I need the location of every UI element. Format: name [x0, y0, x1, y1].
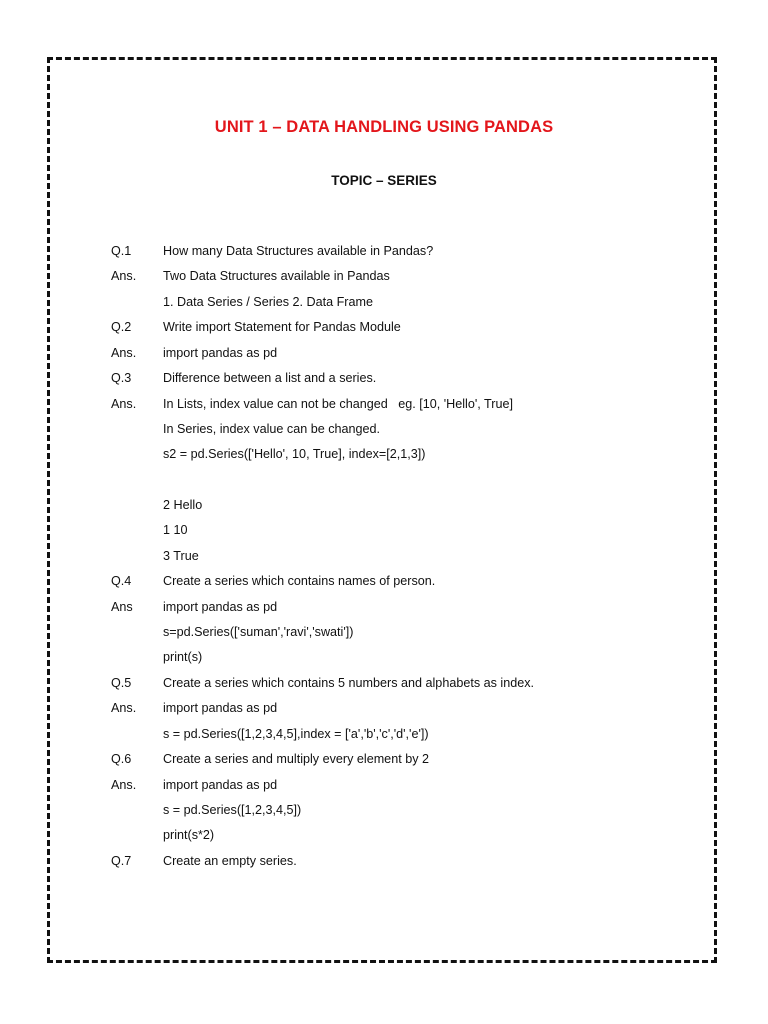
qa-text: 2 Hello	[163, 498, 203, 512]
qa-label: Q.6	[111, 752, 132, 766]
qa-line	[0, 495, 768, 515]
qa-line	[0, 597, 768, 617]
qa-line	[0, 292, 768, 312]
qa-line	[0, 241, 768, 261]
qa-text: Create a series and multiply every element by 2	[163, 752, 429, 766]
qa-line	[0, 673, 768, 693]
qa-text: In Lists, index value can not be changed eg. [10, 'Hello', True]	[163, 397, 513, 411]
qa-line	[0, 419, 768, 439]
qa-text: s = pd.Series([1,2,3,4,5])	[163, 803, 302, 817]
qa-text: Create a series which contains names of person.	[163, 574, 436, 588]
qa-text: 3 True	[163, 549, 199, 563]
qa-line	[0, 343, 768, 363]
qa-line	[0, 647, 768, 667]
qa-line	[0, 444, 768, 464]
qa-line	[0, 775, 768, 795]
qa-line	[0, 571, 768, 591]
qa-text: print(s*2)	[163, 828, 215, 842]
qa-label: Ans	[111, 600, 133, 614]
qa-text: Create an empty series.	[163, 854, 297, 868]
qa-text: import pandas as pd	[163, 600, 278, 614]
qa-text: import pandas as pd	[163, 701, 278, 715]
qa-text: Create a series which contains 5 numbers and alphabets as index.	[163, 676, 535, 690]
qa-line	[0, 724, 768, 744]
qa-label: Q.5	[111, 676, 132, 690]
qa-line	[0, 851, 768, 871]
qa-label: Q.4	[111, 574, 132, 588]
qa-text: s = pd.Series([1,2,3,4,5],index = ['a','b','c','d','e'])	[163, 727, 429, 741]
qa-label: Q.3	[111, 371, 132, 385]
qa-text: 1 10	[163, 523, 188, 537]
qa-text: Two Data Structures available in Pandas	[163, 269, 390, 283]
qa-line	[0, 266, 768, 286]
qa-line	[0, 825, 768, 845]
qa-text: In Series, index value can be changed.	[163, 422, 381, 436]
qa-label: Ans.	[111, 397, 137, 411]
qa-label: Ans.	[111, 269, 137, 283]
qa-text: s=pd.Series(['suman','ravi','swati'])	[163, 625, 354, 639]
qa-line	[0, 546, 768, 566]
qa-text: print(s)	[163, 650, 203, 664]
qa-text: 1. Data Series / Series 2. Data Frame	[163, 295, 373, 309]
topic-heading: TOPIC – SERIES	[331, 173, 437, 188]
qa-text: How many Data Structures available in Pandas?	[163, 244, 434, 258]
qa-line	[0, 394, 768, 414]
qa-text: import pandas as pd	[163, 346, 278, 360]
unit-title: UNIT 1 – DATA HANDLING USING PANDAS	[214, 118, 554, 136]
qa-label: Q.7	[111, 854, 132, 868]
qa-label: Q.2	[111, 320, 132, 334]
qa-text: Write import Statement for Pandas Module	[163, 320, 401, 334]
qa-line	[0, 622, 768, 642]
qa-text: s2 = pd.Series(['Hello', 10, True], index=[2,1,3])	[163, 447, 426, 461]
qa-label: Ans.	[111, 346, 137, 360]
qa-label: Q.1	[111, 244, 132, 258]
qa-line	[0, 749, 768, 769]
qa-line	[0, 698, 768, 718]
qa-line	[0, 520, 768, 540]
qa-line	[0, 368, 768, 388]
qa-label: Ans.	[111, 778, 137, 792]
qa-label: Ans.	[111, 701, 137, 715]
qa-line	[0, 800, 768, 820]
qa-text: import pandas as pd	[163, 778, 278, 792]
qa-line	[0, 317, 768, 337]
qa-text: Difference between a list and a series.	[163, 371, 377, 385]
